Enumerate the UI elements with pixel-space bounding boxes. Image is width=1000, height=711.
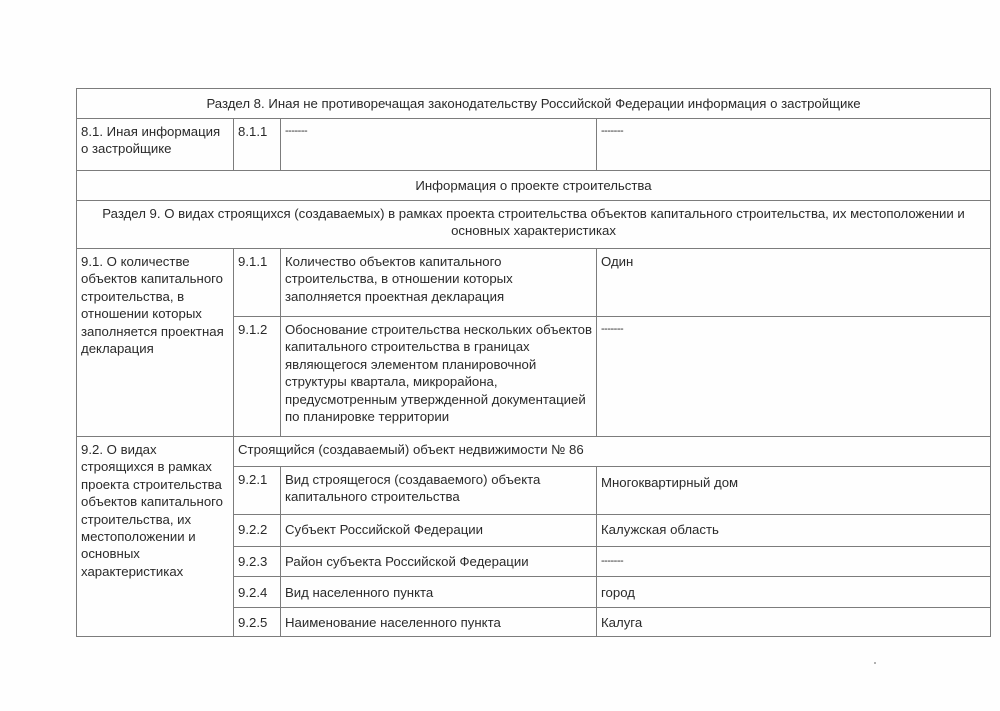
row-field-9-2-5: Наименование населенного пункта: [281, 608, 597, 637]
section-8-header-row: [77, 89, 991, 119]
section-9-header: Раздел 9. О видах строящихся (создаваемых) в рамках проекта строительства объектов капитального строительства, их местоположении и основных характеристиках: [77, 201, 991, 249]
row-code-9-1-2: 9.1.2: [234, 317, 281, 437]
section-9-header-row: [77, 201, 991, 249]
row-value-8-1-1: -------: [597, 119, 991, 171]
group-label-9-1: 9.1. О количестве объектов капитального строительства, в отношении которых заполняется проектная декларация: [77, 249, 234, 437]
table-row-9-1-1: [77, 249, 991, 317]
row-code-9-2-4: 9.2.4: [234, 577, 281, 608]
row-value-9-2-4: город: [597, 577, 991, 608]
row-code-9-2-1: 9.2.1: [234, 467, 281, 515]
row-field-9-1-1: Количество объектов капитального строительства, в отношении которых заполняется проектная декларация: [281, 249, 597, 317]
row-code-9-1-1: 9.1.1: [234, 249, 281, 317]
row-label-8-1: 8.1. Иная информация о застройщике: [77, 119, 234, 171]
table-row-8-1: [77, 119, 991, 171]
row-value-9-1-2: -------: [597, 317, 991, 437]
row-value-9-2-3: -------: [597, 547, 991, 577]
row-field-9-1-2: Обоснование строительства нескольких объектов капитального строительства в границах являющегося элементом планировочной структуры квартала, микрорайона, предусмотренным утвержденной документацией по планировке территории: [281, 317, 597, 437]
row-field-9-2-3: Район субъекта Российской Федерации: [281, 547, 597, 577]
row-code-9-2-5: 9.2.5: [234, 608, 281, 637]
row-value-9-2-5: Калуга: [597, 608, 991, 637]
row-field-9-2-4: Вид населенного пункта: [281, 577, 597, 608]
row-code-9-2-2: 9.2.2: [234, 515, 281, 547]
project-info-header-row: [77, 171, 991, 201]
table-row-9-2-header: [77, 437, 991, 467]
group-label-9-2: 9.2. О видах строящихся в рамках проекта строительства объектов капитального строительства, их местоположении и основных характеристиках: [77, 437, 234, 637]
row-field-9-2-1: Вид строящегося (создаваемого) объекта капитального строительства: [281, 467, 597, 515]
row-field-8-1-1: -------: [281, 119, 597, 171]
object-header: Строящийся (создаваемый) объект недвижимости № 86: [234, 437, 991, 467]
declaration-table: [76, 88, 991, 637]
row-value-9-1-1: Один: [597, 249, 991, 317]
row-field-9-2-2: Субъект Российской Федерации: [281, 515, 597, 547]
row-value-9-2-1: Многоквартирный дом: [597, 467, 991, 515]
row-code-9-2-3: 9.2.3: [234, 547, 281, 577]
section-8-header: Раздел 8. Иная не противоречащая законодательству Российской Федерации информация о застройщике: [77, 89, 991, 119]
row-value-9-2-2: Калужская область: [597, 515, 991, 547]
project-info-header: Информация о проекте строительства: [77, 171, 991, 201]
scan-speck: [874, 662, 876, 664]
row-code-8-1-1: 8.1.1: [234, 119, 281, 171]
